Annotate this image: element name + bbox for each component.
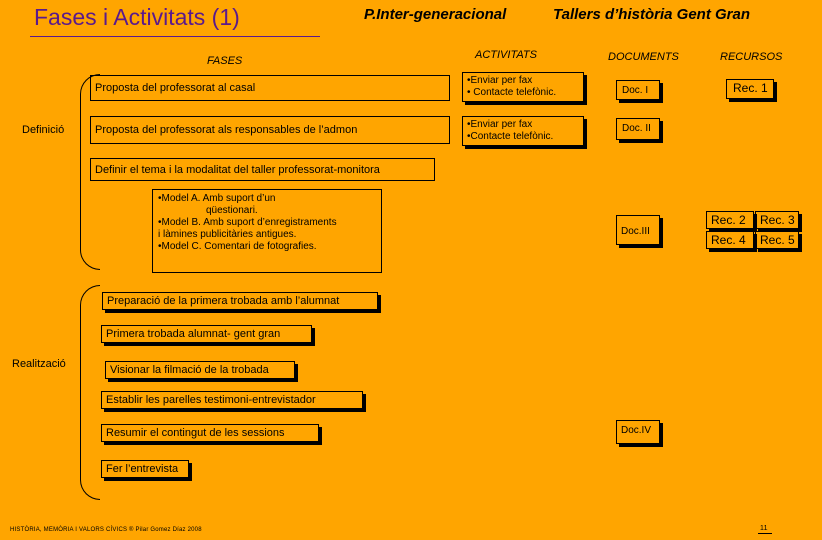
activity-line: •Enviar per fax	[467, 75, 533, 86]
model-line: •Model C. Comentari de fotografies.	[158, 241, 317, 252]
step-box	[101, 325, 312, 343]
step-box	[101, 460, 189, 478]
model-line: •Model B. Amb suport d’enregistraments	[158, 217, 337, 228]
resource-label: Rec. 3	[760, 213, 795, 227]
step-box	[90, 75, 450, 101]
resource-label: Rec. 2	[711, 213, 746, 227]
activity-line: •Enviar per fax	[467, 119, 533, 130]
resource-label: Rec. 4	[711, 233, 746, 247]
document-box	[616, 80, 660, 100]
page-number: 11	[760, 525, 768, 532]
column-heading-activitats: ACTIVITATS	[475, 49, 537, 61]
step-box	[102, 292, 378, 310]
resource-label: Rec. 1	[733, 81, 768, 95]
step-label: Establir les parelles testimoni-entrevistador	[106, 394, 316, 406]
model-line: qüestionari.	[206, 205, 258, 216]
step-box	[90, 158, 435, 181]
resource-box	[726, 79, 774, 99]
document-label: Doc.IV	[621, 425, 652, 436]
step-label: Definir el tema i la modalitat del taller professorat-monitora	[95, 164, 380, 176]
step-box	[90, 116, 450, 144]
step-label: Primera trobada alumnat- gent gran	[106, 328, 281, 340]
bracket-realitzacio	[80, 285, 100, 500]
resource-box	[706, 211, 754, 229]
step-label: Preparació de la primera trobada amb l’alumnat	[107, 295, 340, 307]
footer-credit: HISTÒRIA, MEMÒRIA I VALORS CÍVICS ® Pilar Gomez Díaz 2008	[10, 527, 202, 533]
step-label: Proposta del professorat als responsables de l’admon	[95, 124, 358, 136]
document-box	[616, 420, 660, 444]
model-line: i làmines publicitàries antigues.	[158, 229, 297, 240]
column-heading-recursos: RECURSOS	[720, 51, 783, 63]
column-heading-fases: FASES	[207, 55, 243, 67]
step-box	[101, 391, 363, 409]
phase-label-realitzacio: Realització	[12, 358, 66, 370]
resource-label: Rec. 5	[760, 233, 795, 247]
activity-line: • Contacte telefònic.	[467, 87, 557, 98]
document-box	[616, 215, 660, 245]
resource-box	[706, 231, 754, 249]
subtitle-workshop: Tallers d’història Gent Gran	[553, 6, 750, 23]
activity-box	[462, 72, 584, 102]
document-label: Doc. I	[622, 85, 649, 96]
step-label: Proposta del professorat al casal	[95, 82, 256, 94]
models-box	[152, 189, 382, 273]
step-box	[105, 361, 295, 379]
document-label: Doc.III	[621, 226, 650, 237]
model-line: •Model A. Amb suport d’un	[158, 193, 276, 204]
phase-label-definicio: Definició	[22, 124, 65, 136]
step-label: Visionar la filmació de la trobada	[110, 364, 269, 376]
document-box	[616, 118, 660, 140]
step-box	[101, 424, 319, 442]
resource-box	[755, 231, 799, 249]
resource-box	[755, 211, 799, 229]
document-label: Doc. II	[622, 123, 651, 134]
page-number-underline	[758, 533, 772, 534]
step-label: Fer l’entrevista	[106, 463, 179, 475]
activity-line: •Contacte telefònic.	[467, 131, 554, 142]
activity-box	[462, 116, 584, 146]
slide-title: Fases i Activitats (1)	[34, 4, 240, 30]
subtitle-program: P.Inter-generacional	[364, 6, 507, 23]
title-underline	[30, 36, 320, 37]
column-heading-documents: DOCUMENTS	[608, 51, 679, 63]
step-label: Resumir el contingut de les sessions	[106, 427, 285, 439]
